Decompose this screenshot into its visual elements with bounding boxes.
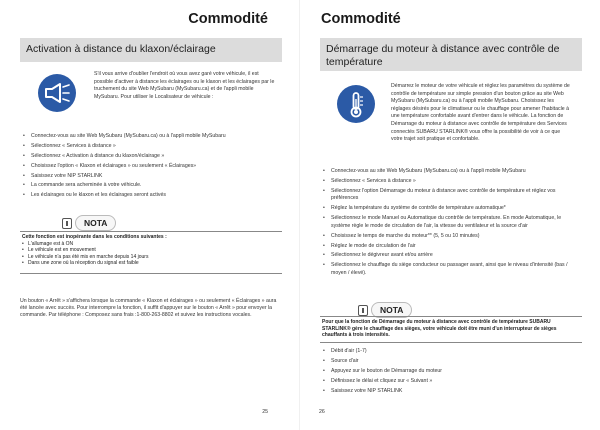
right-page (300, 0, 600, 430)
page-number: 26 (319, 409, 325, 415)
list-item: • Sélectionnez « Services à distance » (323, 178, 577, 186)
page-title: Commodité (188, 11, 268, 27)
intro-paragraph: S'il vous arrive d'oublier l'endroit où vous avez garé votre véhicule, il est possible d'activer à distance les éclairages ou le klaxon et les éclairages par le truchement du site Web MySubaru (MySubaru.ca) et de l'appli mobile MySubaru. Pour utiliser le Localisateur de véhicule : (94, 71, 275, 100)
nota-label: NOTA (75, 215, 116, 231)
page-title: Commodité (321, 11, 401, 27)
steps-list (323, 168, 577, 280)
note-box (20, 231, 282, 274)
list-item: • Sélectionnez « Activation à distance du klaxon/éclairage » (23, 153, 279, 161)
list-item: • Connectez-vous au site Web MySubaru (MySubaru.ca) ou à l'appli mobile MySubaru (323, 168, 577, 176)
note-box: Pour que la fonction de Démarrage du moteur à distance avec contrôle de température SUBARU STARLINK® gère le chauffage des sièges, votre véhicule doit être muni d'un interrupteur de sièges chauffants à trois intensités. (320, 316, 582, 343)
list-item: • Le véhicule n'a pas été mis en marche depuis 14 jours (22, 254, 280, 261)
list-item: • Choisissez l'option « Klaxon et éclairages » ou seulement « Éclairages» (23, 163, 279, 171)
list-item: • Sélectionnez le chauffage du siège conducteur ou passager avant, ainsi que le niveau d'intensité (bas / moyen / élevé). (323, 262, 577, 277)
list-item: • Saisissez votre NIP STARLINK (23, 173, 279, 181)
list-item: • Sélectionnez le dégivreur avant et/ou arrière (323, 252, 577, 260)
list-item: • Le véhicule est en mouvement (22, 247, 280, 254)
list-item: • L'allumage est à ON (22, 241, 280, 248)
steps-list-secondary (323, 348, 577, 397)
list-item: • Définissez le délai et cliquez sur « Suivant » (323, 378, 577, 386)
list-item: • Choisissez le temps de marche du moteur** (5, 5 ou 10 minutes) (323, 233, 577, 241)
list-item: • Connectez-vous au site Web MySubaru (MySubaru.ca) ou à l'appli mobile MySubaru (23, 133, 279, 141)
nota-label: NOTA (371, 302, 412, 318)
list-item: • La commande sera acheminée à votre véhicule. (23, 182, 279, 190)
page-number: 25 (262, 409, 268, 415)
list-item: • Sélectionnez l'option Démarrage du moteur à distance avec contrôle de température et réglez vos préférences (323, 188, 577, 203)
list-item: • Réglez la température du système de contrôle de température automatique* (323, 205, 577, 213)
steps-list (23, 133, 279, 202)
list-item: • Réglez le mode de circulation de l'air (323, 243, 577, 251)
list-item: • Source d'air (323, 358, 577, 366)
list-item: • Sélectionnez le mode Manuel ou Automatique du contrôle de température. En mode Automatique, le système règle le mode de circulation de l'air, la vitesse du ventilateur et la source d'air (323, 215, 577, 230)
nota-callout (62, 215, 116, 231)
note-heading: Cette fonction est inopérante dans les conditions suivantes : (22, 234, 167, 240)
horn-lights-icon (38, 74, 76, 112)
list-item: • Sélectionnez « Services à distance » (23, 143, 279, 151)
note-hand-icon (358, 305, 368, 316)
list-item: • Débit d'air (1-7) (323, 348, 577, 356)
list-item: • Les éclairages ou le klaxon et les éclairages seront activés (23, 192, 279, 200)
note-hand-icon (62, 218, 72, 229)
intro-paragraph: Démarrez le moteur de votre véhicule et réglez les paramètres du système de contrôle de température sur simple pression d'un bouton grâce au site Web MySubaru (MySubaru.ca) ou à l'appli mobile MySubaru. Choisissez les réglages désirés pour le climatiseur ou le chauffage pour amener l'habitacle à une température confortable avant d'entrer dans le véhicule. La fonction de Démarrage du moteur à distance avec contrôle de température des Services connectés SUBARU STARLINK® vous offre la possibilité de voir à ce que votre trajet soit pratique et confortable. (391, 83, 570, 143)
note-list (22, 241, 280, 267)
thermometer-icon (337, 85, 375, 123)
list-item: • Saisissez votre NIP STARLINK (323, 388, 577, 396)
list-item: • Dans une zone où la réception du signal est faible (22, 260, 280, 267)
section-heading: Activation à distance du klaxon/éclairage (20, 38, 282, 62)
section-heading: Démarrage du moteur à distance avec contrôle de température (320, 38, 582, 71)
footer-paragraph: Un bouton « Arrêt » s'affichera lorsque la commande « Klaxon et éclairages » ou seulement « Éclairages » aura été lancée avec succès. Pour interrompre la fonction, il suffit d'appuyer sur le bouton « Arrêt » pour envoyer la commande. Par téléphone : Composez sans frais :1-800-263-8802 et suivez les instructions vocales. (20, 298, 277, 319)
list-item: • Appuyez sur le bouton de Démarrage du moteur (323, 368, 577, 376)
